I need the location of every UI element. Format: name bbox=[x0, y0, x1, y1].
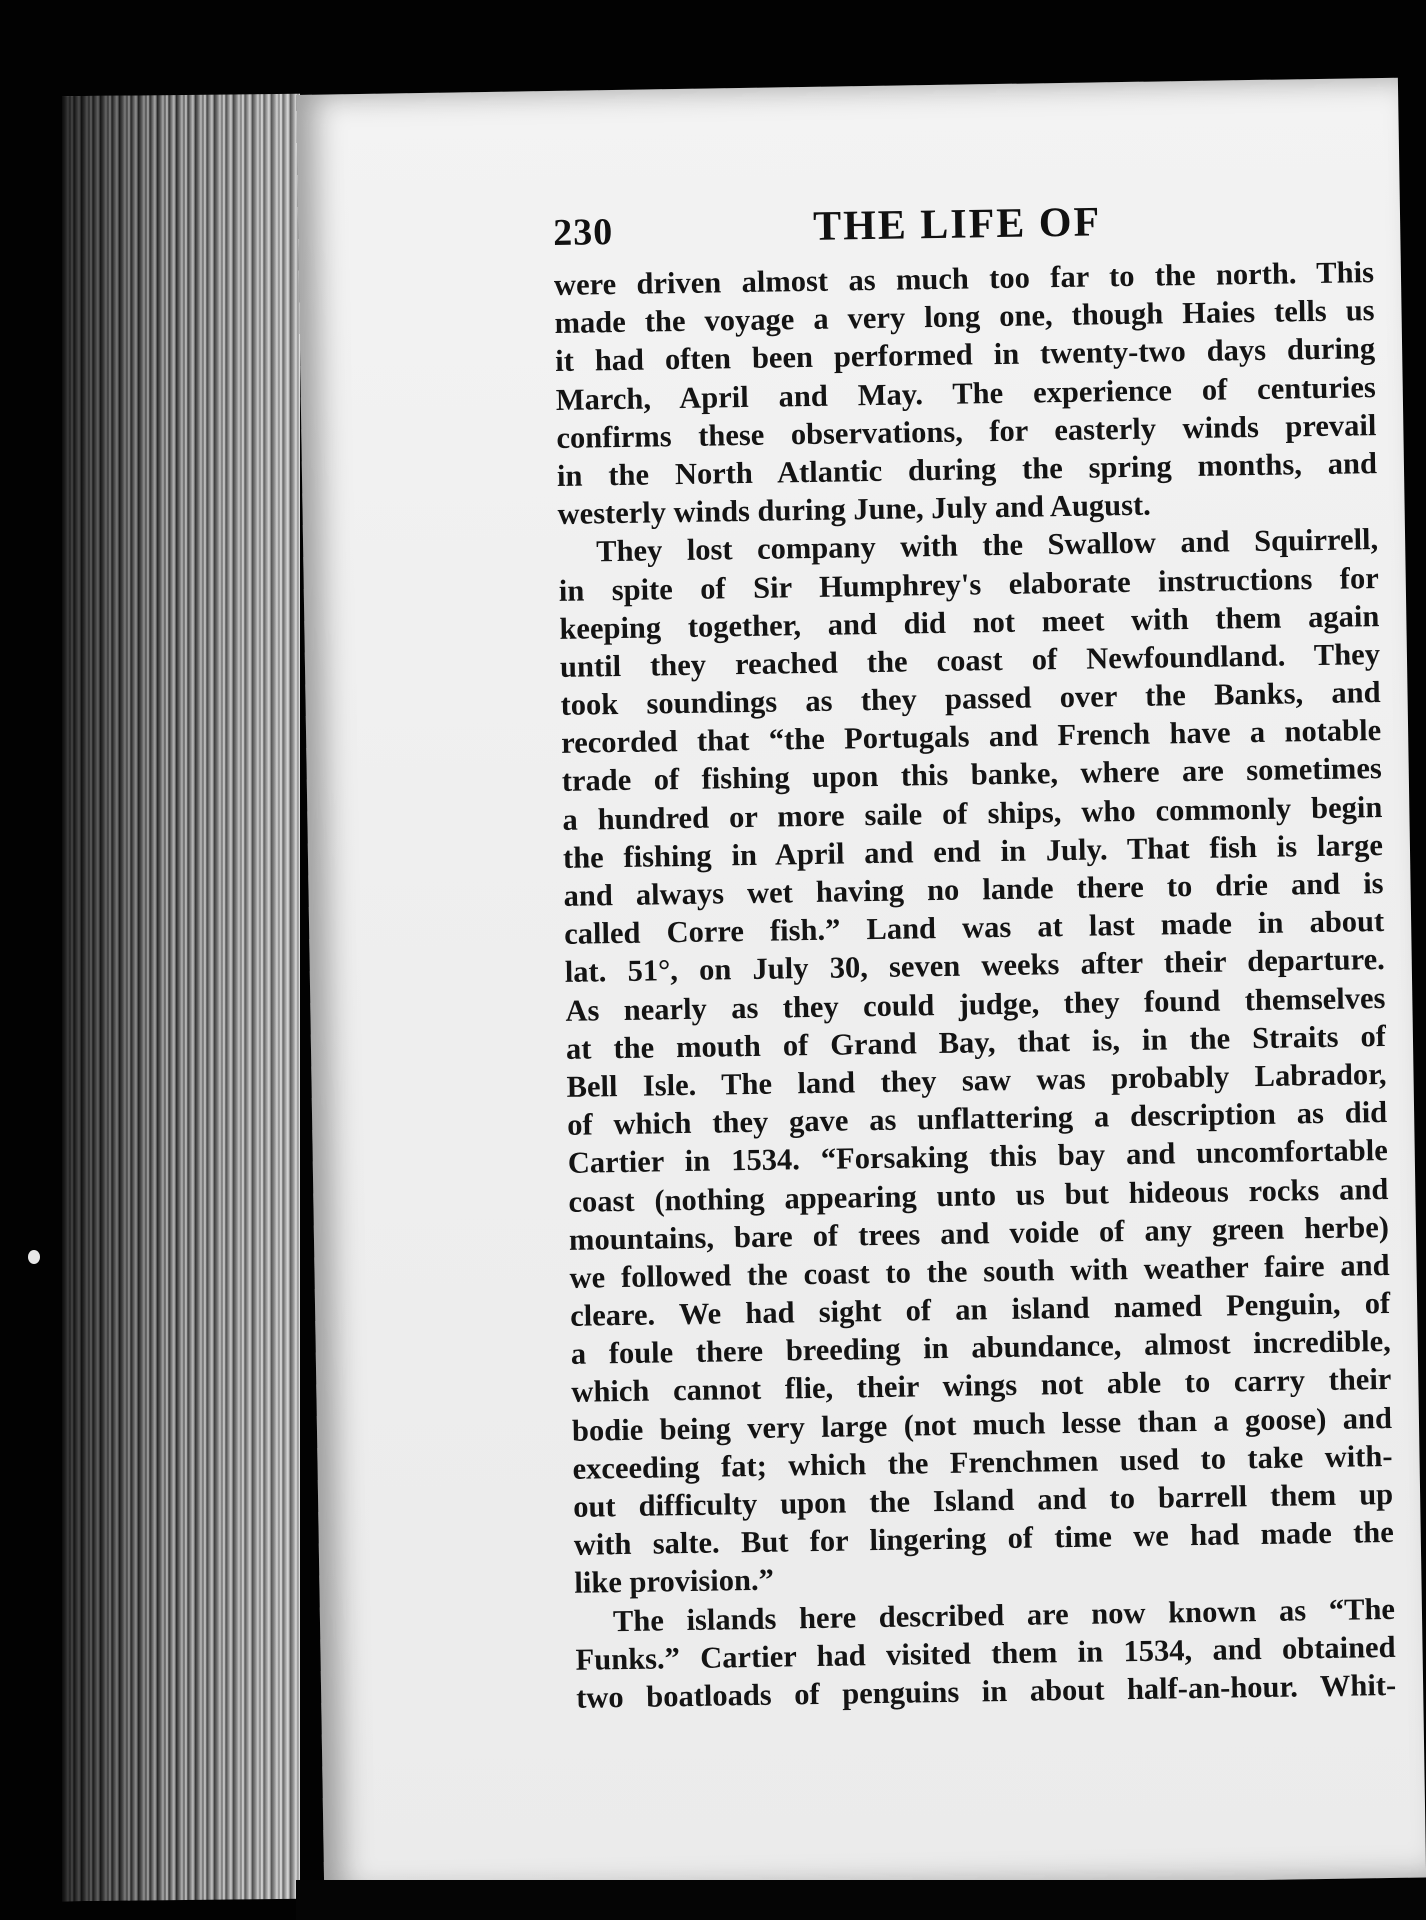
text-line: Bell Isle. The land they saw was probably Labrador, bbox=[566, 1056, 1387, 1104]
text-line: with salte. But for lingering of time we had made the bbox=[573, 1515, 1394, 1563]
body-text bbox=[554, 253, 1397, 1717]
text-line: confirms these observations, for easterly winds prevail bbox=[556, 407, 1377, 455]
text-line: called Corre fish.” Land was at last made in about bbox=[563, 904, 1385, 952]
text-line: the fishing in April and end in July. That fish is large bbox=[562, 827, 1384, 875]
text-line: in the North Atlantic during the spring months, and bbox=[556, 446, 1378, 493]
text-line: it had often been performed in twenty-two days during bbox=[554, 331, 1376, 379]
text-line: in spite of Sir Humphrey's elaborate instructions for bbox=[558, 560, 1379, 608]
text-line: keeping together, and did not meet with them again bbox=[559, 598, 1380, 646]
text-line: They lost company with the Swallow and Squirrell, bbox=[595, 522, 1379, 569]
text-line: made the voyage a very long one, though Haies tells us bbox=[554, 293, 1375, 341]
book-page bbox=[296, 78, 1426, 1895]
text-line: we followed the coast to the south with weather faire and bbox=[569, 1247, 1390, 1295]
text-line: The islands here described are now known as “The bbox=[612, 1591, 1396, 1638]
text-line: Cartier in 1534. “Forsaking this bay and uncomfortable bbox=[567, 1133, 1388, 1181]
text-line: were driven almost as much too far to the north. This bbox=[553, 255, 1375, 302]
text-line: exceeding fat; which the Frenchmen used to take with- bbox=[572, 1438, 1393, 1486]
text-line: which cannot flie, their wings not able to carry their bbox=[571, 1362, 1392, 1410]
text-line: recorded that “the Portugals and French have a notable bbox=[560, 713, 1382, 761]
text-line: mountains, bare of trees and voide of any green herbe) bbox=[568, 1209, 1390, 1257]
text-line: March, April and May. The experience of centuries bbox=[555, 369, 1376, 417]
text-line: a foule there breeding in abundance, almost incredible, bbox=[570, 1324, 1391, 1372]
text-line: like provision.” bbox=[574, 1563, 775, 1601]
text-line: took soundings as they passed over the Banks, and bbox=[560, 675, 1381, 722]
scan-speck bbox=[28, 1250, 40, 1264]
scan-bottom-edge bbox=[296, 1880, 1426, 1920]
text-line: As nearly as they could judge, they found themselves bbox=[565, 980, 1386, 1028]
text-line: trade of fishing upon this banke, where are sometimes bbox=[561, 751, 1382, 799]
text-line: two boatloads of penguins in about half-an-hour. Whit- bbox=[575, 1667, 1397, 1715]
page-number: 230 bbox=[552, 211, 614, 254]
text-line: westerly winds during June, July and August. bbox=[557, 487, 1152, 532]
book-page-edges bbox=[62, 94, 300, 1901]
text-line: bodie being very large (not much lesse than a goose) and bbox=[571, 1400, 1393, 1448]
text-line: of which they gave as unflattering a description as did bbox=[566, 1095, 1388, 1142]
running-head: THE LIFE OF bbox=[812, 199, 1102, 250]
text-line: out difficulty upon the Island and to barrell them up bbox=[572, 1476, 1394, 1524]
text-line: coast (nothing appearing unto us but hideous rocks and bbox=[568, 1171, 1389, 1219]
text-line: Funks.” Cartier had visited them in 1534, and obtained bbox=[575, 1629, 1396, 1677]
text-line: at the mouth of Grand Bay, that is, in the Straits of bbox=[565, 1018, 1387, 1066]
text-line: a hundred or more saile of ships, who commonly begin bbox=[562, 789, 1383, 837]
text-line: cleare. We had sight of an island named Penguin, of bbox=[569, 1286, 1391, 1333]
text-line: and always wet having no lande there to drie and is bbox=[563, 866, 1384, 913]
text-line: until they reached the coast of Newfoundland. They bbox=[559, 636, 1381, 684]
text-line: lat. 51°, on July 30, seven weeks after their departure. bbox=[564, 942, 1385, 990]
